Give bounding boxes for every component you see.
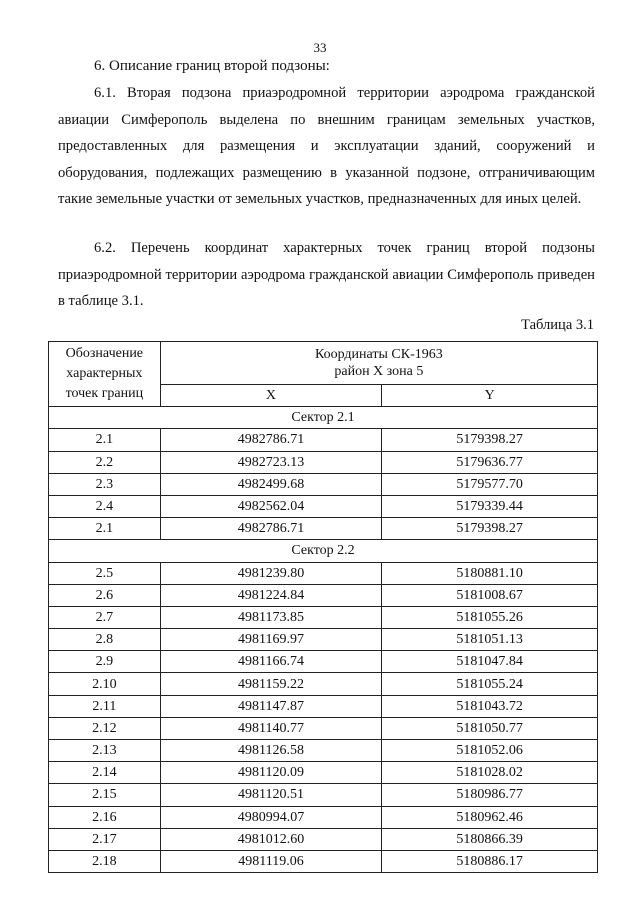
table-row <box>49 740 598 762</box>
point-id-cell: 2.13 <box>49 740 161 762</box>
point-id-cell: 2.12 <box>49 717 161 739</box>
y-coordinate-cell: 5181043.72 <box>382 695 598 717</box>
table-row <box>49 562 598 584</box>
point-id-cell: 2.1 <box>49 429 161 451</box>
x-coordinate-cell: 4981239.80 <box>160 562 382 584</box>
y-coordinate-cell: 5181028.02 <box>382 762 598 784</box>
sector-row <box>49 540 598 562</box>
x-coordinate-cell: 4980994.07 <box>160 806 382 828</box>
sector-title: Сектор 2.2 <box>49 540 598 562</box>
x-coordinate-cell: 4981173.85 <box>160 606 382 628</box>
point-id-cell: 2.17 <box>49 828 161 850</box>
point-id-cell: 2.11 <box>49 695 161 717</box>
x-column-header: X <box>160 385 382 407</box>
x-coordinate-cell: 4982723.13 <box>160 451 382 473</box>
point-id-cell: 2.18 <box>49 850 161 872</box>
x-coordinate-cell: 4982786.71 <box>160 518 382 540</box>
sector-row <box>49 407 598 429</box>
point-designation-header <box>49 342 161 407</box>
page-number: 33 <box>313 40 327 55</box>
x-coordinate-cell: 4981169.97 <box>160 629 382 651</box>
header-line: точек границ <box>65 386 144 402</box>
paragraph-6-1: 6.1. Вторая подзона приаэродромной территории аэродрома гражданской авиации Симферополь выделена по внешним границам земельных участков, предоставленных для размещения и эксплуатации зданий, сооружений и оборудования, подлежащих размещению в указанной подзоне, отграничивающим такие земельные участки от земельных участков, предназначенных для иных целей. <box>58 85 595 208</box>
x-coordinate-cell: 4981147.87 <box>160 695 382 717</box>
y-coordinate-cell: 5179339.44 <box>382 495 598 517</box>
x-coordinate-cell: 4982786.71 <box>160 429 382 451</box>
table-caption: Таблица 3.1 <box>521 317 594 333</box>
y-coordinate-cell: 5180962.46 <box>382 806 598 828</box>
x-coordinate-cell: 4981126.58 <box>160 740 382 762</box>
y-coordinate-cell: 5181052.06 <box>382 740 598 762</box>
point-id-cell: 2.10 <box>49 673 161 695</box>
point-id-cell: 2.3 <box>49 473 161 495</box>
table-row <box>49 828 598 850</box>
y-coordinate-cell: 5179398.27 <box>382 518 598 540</box>
coord-system-label: Координаты СК-1963 <box>314 347 443 362</box>
table-row <box>49 850 598 872</box>
table-row <box>49 629 598 651</box>
table-row <box>49 473 598 495</box>
x-coordinate-cell: 4981166.74 <box>160 651 382 673</box>
sector-title: Сектор 2.1 <box>49 407 598 429</box>
x-coordinate-cell: 4982562.04 <box>160 495 382 517</box>
point-id-cell: 2.4 <box>49 495 161 517</box>
point-id-cell: 2.1 <box>49 518 161 540</box>
y-coordinate-cell: 5181055.24 <box>382 673 598 695</box>
coordinates-header <box>160 342 597 385</box>
coordinates-table <box>48 341 598 873</box>
table-row <box>49 495 598 517</box>
table-row <box>49 429 598 451</box>
y-coordinate-cell: 5180986.77 <box>382 784 598 806</box>
paragraph-6-2: 6.2. Перечень координат характерных точек границ второй подзоны приаэродромной территории аэродрома гражданской авиации Симферополь приведен в таблице 3.1. <box>58 240 595 310</box>
y-coordinate-cell: 5179577.70 <box>382 473 598 495</box>
table-row <box>49 651 598 673</box>
y-coordinate-cell: 5179398.27 <box>382 429 598 451</box>
x-coordinate-cell: 4981224.84 <box>160 584 382 606</box>
y-coordinate-cell: 5181050.77 <box>382 717 598 739</box>
y-coordinate-cell: 5181047.84 <box>382 651 598 673</box>
x-coordinate-cell: 4981119.06 <box>160 850 382 872</box>
header-line: характерных <box>66 366 143 382</box>
table-row <box>49 784 598 806</box>
section-heading: 6. Описание границ второй подзоны: <box>94 58 330 74</box>
y-coordinate-cell: 5180881.10 <box>382 562 598 584</box>
table-row <box>49 518 598 540</box>
y-coordinate-cell: 5179636.77 <box>382 451 598 473</box>
point-id-cell: 2.8 <box>49 629 161 651</box>
point-id-cell: 2.15 <box>49 784 161 806</box>
point-id-cell: 2.7 <box>49 606 161 628</box>
y-coordinate-cell: 5181051.13 <box>382 629 598 651</box>
zone-label: район X зона 5 <box>334 364 424 379</box>
point-id-cell: 2.2 <box>49 451 161 473</box>
table-row <box>49 451 598 473</box>
table-row <box>49 762 598 784</box>
x-coordinate-cell: 4981120.09 <box>160 762 382 784</box>
x-coordinate-cell: 4981159.22 <box>160 673 382 695</box>
table-row <box>49 606 598 628</box>
table-row <box>49 695 598 717</box>
table-row <box>49 673 598 695</box>
y-coordinate-cell: 5181008.67 <box>382 584 598 606</box>
y-coordinate-cell: 5180866.39 <box>382 828 598 850</box>
point-id-cell: 2.6 <box>49 584 161 606</box>
point-id-cell: 2.5 <box>49 562 161 584</box>
x-coordinate-cell: 4981120.51 <box>160 784 382 806</box>
y-coordinate-cell: 5181055.26 <box>382 606 598 628</box>
table-row <box>49 584 598 606</box>
table-header-row <box>49 342 598 385</box>
x-coordinate-cell: 4982499.68 <box>160 473 382 495</box>
point-id-cell: 2.9 <box>49 651 161 673</box>
table-row <box>49 717 598 739</box>
y-column-header: Y <box>382 385 598 407</box>
x-coordinate-cell: 4981140.77 <box>160 717 382 739</box>
point-id-cell: 2.16 <box>49 806 161 828</box>
header-line: Обозначение <box>65 346 144 362</box>
y-coordinate-cell: 5180886.17 <box>382 850 598 872</box>
table-row <box>49 806 598 828</box>
point-id-cell: 2.14 <box>49 762 161 784</box>
x-coordinate-cell: 4981012.60 <box>160 828 382 850</box>
